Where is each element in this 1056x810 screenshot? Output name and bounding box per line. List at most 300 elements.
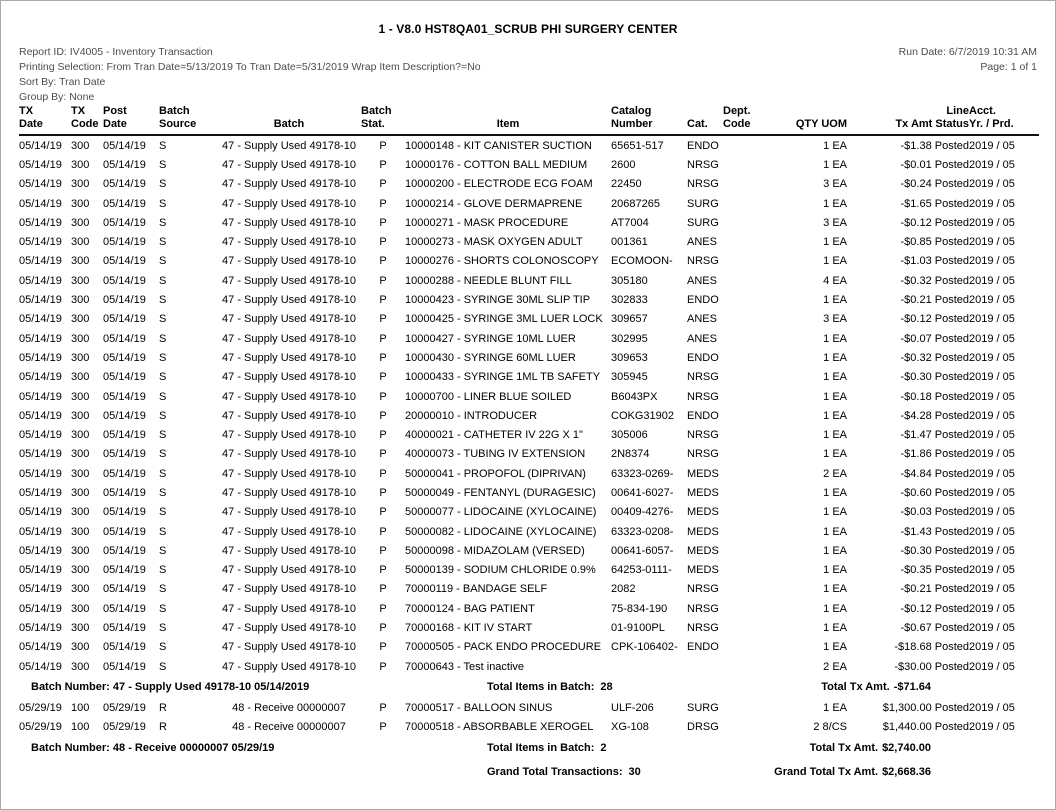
- cell-tx-code: 300: [71, 313, 90, 326]
- cell-dept-code: [723, 718, 761, 737]
- cell-batch-stat: P: [379, 274, 387, 287]
- cell-batch-stat: P: [379, 294, 387, 307]
- cell-batch-source: S: [159, 351, 167, 364]
- cell-item: 10000430 - SYRINGE 60ML LUER: [405, 351, 576, 364]
- cell-cat: ENDO: [687, 139, 719, 152]
- cell-cat: NRSG: [687, 158, 719, 171]
- cell-catalog-number: 2N8374: [611, 448, 650, 461]
- cell-cat: MEDS: [687, 506, 719, 519]
- cell-dept-code: [723, 561, 761, 580]
- cell-batch-source: S: [159, 313, 167, 326]
- cell-tx-code: 300: [71, 178, 90, 191]
- cell-catalog-number: COKG31902: [611, 409, 674, 422]
- cell-cat: ANES: [687, 313, 717, 326]
- table-row: [19, 464, 1039, 483]
- cell-batch-stat: P: [379, 351, 387, 364]
- page-title: 1 - V8.0 HST8QA01_SCRUB PHI SURGERY CENTER: [378, 22, 678, 36]
- cell-batch: 47 - Supply Used 49178-10: [222, 178, 356, 191]
- cell-batch-source: S: [159, 506, 167, 519]
- cell-tx-date: 05/14/19: [19, 544, 62, 557]
- cell-tx-date: 05/14/19: [19, 216, 62, 229]
- cell-acct-yr-prd: 2019 / 05: [969, 255, 1015, 268]
- cell-tx-code: 300: [71, 641, 90, 654]
- cell-post-date: 05/29/19: [103, 721, 146, 734]
- cell-cat: NRSG: [687, 429, 719, 442]
- cell-batch-source: S: [159, 602, 167, 615]
- cell-dept-code: [723, 329, 761, 348]
- cell-acct-yr-prd: 2019 / 05: [969, 216, 1015, 229]
- cell-tx-amt-status: -$18.68 Posted: [894, 641, 969, 654]
- cell-post-date: 05/14/19: [103, 506, 146, 519]
- cell-dept-code: [723, 618, 761, 637]
- page-number: Page: 1 of 1: [980, 61, 1037, 73]
- cell-batch: 48 - Receive 00000007: [232, 701, 346, 714]
- cell-acct-yr-prd: 2019 / 05: [969, 139, 1015, 152]
- cell-item: 40000021 - CATHETER IV 22G X 1": [405, 429, 583, 442]
- cell-batch-source: S: [159, 236, 167, 249]
- cell-tx-amt-status: -$0.24 Posted: [900, 178, 969, 191]
- cell-tx-amt-status: -$1.03 Posted: [900, 255, 969, 268]
- col-header-qty-uom: QTY UOM: [761, 105, 847, 135]
- cell-tx-date: 05/14/19: [19, 274, 62, 287]
- cell-qty-uom: 1 EA: [823, 351, 847, 364]
- table-row: [19, 310, 1039, 329]
- cell-cat: MEDS: [687, 486, 719, 499]
- cell-catalog-number: B6043PX: [611, 390, 658, 403]
- col-header-batch: Batch: [217, 105, 361, 135]
- cell-catalog-number: 64253-0111-: [611, 564, 672, 577]
- cell-catalog-number: AT7004: [611, 216, 649, 229]
- grand-total-row: [1, 759, 1055, 785]
- cell-item: 40000073 - TUBING IV EXTENSION: [405, 448, 586, 461]
- cell-acct-yr-prd: 2019 / 05: [969, 701, 1015, 714]
- cell-qty-uom: 3 EA: [823, 178, 847, 191]
- cell-batch-source: S: [159, 409, 167, 422]
- cell-batch-source: S: [159, 429, 167, 442]
- cell-qty-uom: 1 EA: [823, 583, 847, 596]
- cell-tx-amt-status: -$30.00 Posted: [894, 660, 969, 673]
- cell-tx-date: 05/14/19: [19, 332, 62, 345]
- cell-batch-stat: P: [379, 390, 387, 403]
- cell-batch-stat: P: [379, 236, 387, 249]
- cell-tx-amt-status: -$0.67 Posted: [900, 622, 969, 635]
- cell-acct-yr-prd: 2019 / 05: [969, 178, 1015, 191]
- cell-item: 10000700 - LINER BLUE SOILED: [405, 390, 572, 403]
- cell-catalog-number: 01-9100PL: [611, 622, 665, 635]
- cell-batch-stat: P: [379, 429, 387, 442]
- transactions-table-batch-48: [19, 698, 1039, 737]
- cell-batch: 47 - Supply Used 49178-10: [222, 467, 356, 480]
- cell-acct-yr-prd: 2019 / 05: [969, 564, 1015, 577]
- cell-cat: NRSG: [687, 583, 719, 596]
- cell-batch-stat: P: [379, 641, 387, 654]
- cell-dept-code: [723, 599, 761, 618]
- cell-post-date: 05/14/19: [103, 371, 146, 384]
- cell-tx-date: 05/14/19: [19, 429, 62, 442]
- table-row: [19, 599, 1039, 618]
- cell-qty-uom: 1 EA: [823, 525, 847, 538]
- cell-catalog-number: 302995: [611, 332, 648, 345]
- cell-batch: 47 - Supply Used 49178-10: [222, 351, 356, 364]
- table-row: [19, 503, 1039, 522]
- cell-batch-stat: P: [379, 602, 387, 615]
- total-items-in-batch: Total Items in Batch: 28: [487, 681, 613, 694]
- cell-qty-uom: 2 EA: [823, 467, 847, 480]
- cell-item: 70000124 - BAG PATIENT: [405, 602, 535, 615]
- table-row: [19, 483, 1039, 502]
- table-row: [19, 718, 1039, 737]
- cell-dept-code: [723, 698, 761, 717]
- cell-catalog-number: 63323-0269-: [611, 467, 674, 480]
- cell-batch-stat: P: [379, 506, 387, 519]
- cell-catalog-number: 001361: [611, 236, 648, 249]
- cell-qty-uom: 2 8/CS: [813, 721, 847, 734]
- cell-dept-code: [723, 522, 761, 541]
- report-meta-right: [898, 45, 1037, 73]
- cell-batch-source: S: [159, 274, 167, 287]
- table-row: [19, 252, 1039, 271]
- cell-batch: 47 - Supply Used 49178-10: [222, 506, 356, 519]
- cell-catalog-number: 302833: [611, 294, 648, 307]
- cell-item: 10000148 - KIT CANISTER SUCTION: [405, 139, 592, 152]
- cell-tx-amt-status: -$0.07 Posted: [900, 332, 969, 345]
- cell-batch-stat: P: [379, 371, 387, 384]
- cell-dept-code: [723, 213, 761, 232]
- table-row: [19, 541, 1039, 560]
- cell-batch: 47 - Supply Used 49178-10: [222, 660, 356, 673]
- cell-tx-code: 300: [71, 583, 90, 596]
- cell-qty-uom: 1 EA: [823, 139, 847, 152]
- cell-batch-stat: P: [379, 486, 387, 499]
- cell-batch-stat: P: [379, 178, 387, 191]
- cell-catalog-number: [611, 657, 687, 676]
- batch-48-summary: [1, 737, 1055, 759]
- cell-batch-source: S: [159, 371, 167, 384]
- cell-tx-amt-status: -$0.12 Posted: [900, 313, 969, 326]
- cell-catalog-number: 2600: [611, 158, 636, 171]
- cell-cat: ENDO: [687, 409, 719, 422]
- cell-tx-code: 300: [71, 429, 90, 442]
- cell-item: 50000082 - LIDOCAINE (XYLOCAINE): [405, 525, 597, 538]
- cell-batch: 47 - Supply Used 49178-10: [222, 274, 356, 287]
- cell-acct-yr-prd: 2019 / 05: [969, 236, 1015, 249]
- cell-post-date: 05/14/19: [103, 236, 146, 249]
- cell-batch: 47 - Supply Used 49178-10: [222, 313, 356, 326]
- cell-post-date: 05/14/19: [103, 525, 146, 538]
- table-row: [19, 406, 1039, 425]
- cell-dept-code: [723, 368, 761, 387]
- cell-batch-stat: P: [379, 701, 387, 714]
- cell-tx-code: 300: [71, 158, 90, 171]
- cell-cat: SURG: [687, 216, 719, 229]
- cell-batch-source: S: [159, 294, 167, 307]
- cell-acct-yr-prd: 2019 / 05: [969, 351, 1015, 364]
- cell-qty-uom: 1 EA: [823, 429, 847, 442]
- cell-cat: NRSG: [687, 390, 719, 403]
- cell-batch: 48 - Receive 00000007: [232, 721, 346, 734]
- col-header-batch-source: Batch Source: [159, 105, 217, 135]
- cell-post-date: 05/14/19: [103, 544, 146, 557]
- cell-qty-uom: 1 EA: [823, 371, 847, 384]
- cell-tx-amt-status: -$0.30 Posted: [900, 371, 969, 384]
- cell-dept-code: [723, 483, 761, 502]
- cell-item: 10000427 - SYRINGE 10ML LUER: [405, 332, 576, 345]
- cell-dept-code: [723, 232, 761, 251]
- cell-cat: NRSG: [687, 371, 719, 384]
- cell-catalog-number: 309657: [611, 313, 648, 326]
- cell-qty-uom: 1 EA: [823, 409, 847, 422]
- cell-batch-source: S: [159, 564, 167, 577]
- cell-post-date: 05/14/19: [103, 216, 146, 229]
- cell-acct-yr-prd: 2019 / 05: [969, 390, 1015, 403]
- cell-batch: 47 - Supply Used 49178-10: [222, 641, 356, 654]
- cell-cat: MEDS: [687, 467, 719, 480]
- cell-tx-amt-status: -$4.28 Posted: [900, 409, 969, 422]
- cell-tx-date: 05/14/19: [19, 197, 62, 210]
- cell-post-date: 05/14/19: [103, 294, 146, 307]
- cell-tx-date: 05/29/19: [19, 701, 62, 714]
- group-by: Group By: None: [19, 91, 95, 103]
- cell-post-date: 05/14/19: [103, 486, 146, 499]
- table-row: [19, 348, 1039, 367]
- table-row: [19, 135, 1039, 155]
- cell-batch-source: S: [159, 139, 167, 152]
- cell-post-date: 05/14/19: [103, 448, 146, 461]
- col-header-catalog-number: Catalog Number: [611, 105, 687, 135]
- cell-tx-code: 300: [71, 197, 90, 210]
- cell-tx-date: 05/14/19: [19, 158, 62, 171]
- table-row: [19, 368, 1039, 387]
- cell-dept-code: [723, 194, 761, 213]
- cell-qty-uom: 1 EA: [823, 332, 847, 345]
- report-meta-left: [19, 45, 481, 103]
- cell-batch-stat: P: [379, 583, 387, 596]
- cell-qty-uom: 1 EA: [823, 294, 847, 307]
- cell-batch-source: S: [159, 583, 167, 596]
- cell-tx-date: 05/14/19: [19, 622, 62, 635]
- cell-batch-stat: P: [379, 660, 387, 673]
- cell-qty-uom: 1 EA: [823, 544, 847, 557]
- cell-item: 50000077 - LIDOCAINE (XYLOCAINE): [405, 506, 597, 519]
- grand-total-transactions: Grand Total Transactions: 30: [487, 765, 641, 778]
- cell-post-date: 05/14/19: [103, 583, 146, 596]
- cell-batch: 47 - Supply Used 49178-10: [222, 255, 356, 268]
- cell-batch-source: S: [159, 216, 167, 229]
- cell-batch: 47 - Supply Used 49178-10: [222, 564, 356, 577]
- cell-batch-source: R: [159, 721, 167, 734]
- cell-cat: ANES: [687, 332, 717, 345]
- cell-acct-yr-prd: 2019 / 05: [969, 486, 1015, 499]
- table-row: [19, 618, 1039, 637]
- cell-tx-amt-status: -$0.01 Posted: [900, 158, 969, 171]
- cell-qty-uom: 1 EA: [823, 448, 847, 461]
- cell-acct-yr-prd: 2019 / 05: [969, 371, 1015, 384]
- cell-dept-code: [723, 135, 761, 155]
- cell-batch-stat: P: [379, 525, 387, 538]
- table-row: [19, 638, 1039, 657]
- table-row: [19, 698, 1039, 717]
- cell-item: 70000517 - BALLOON SINUS: [405, 701, 553, 714]
- cell-qty-uom: 3 EA: [823, 313, 847, 326]
- cell-tx-date: 05/14/19: [19, 371, 62, 384]
- cell-dept-code: [723, 310, 761, 329]
- cell-post-date: 05/14/19: [103, 390, 146, 403]
- cell-acct-yr-prd: 2019 / 05: [969, 197, 1015, 210]
- cell-acct-yr-prd: 2019 / 05: [969, 429, 1015, 442]
- cell-qty-uom: 1 EA: [823, 255, 847, 268]
- cell-dept-code: [723, 638, 761, 657]
- cell-catalog-number: 305945: [611, 371, 648, 384]
- cell-batch: 47 - Supply Used 49178-10: [222, 139, 356, 152]
- cell-catalog-number: 00409-4276-: [611, 506, 674, 519]
- cell-batch-source: S: [159, 525, 167, 538]
- cell-dept-code: [723, 406, 761, 425]
- cell-tx-code: 300: [71, 660, 90, 673]
- cell-cat: ENDO: [687, 641, 719, 654]
- cell-dept-code: [723, 445, 761, 464]
- cell-acct-yr-prd: 2019 / 05: [969, 313, 1015, 326]
- cell-acct-yr-prd: 2019 / 05: [969, 409, 1015, 422]
- cell-cat: NRSG: [687, 448, 719, 461]
- cell-qty-uom: 1 EA: [823, 158, 847, 171]
- cell-tx-code: 100: [71, 721, 90, 734]
- table-row: [19, 232, 1039, 251]
- cell-tx-code: 300: [71, 448, 90, 461]
- cell-qty-uom: 1 EA: [823, 486, 847, 499]
- cell-dept-code: [723, 541, 761, 560]
- cell-tx-amt-status: -$0.60 Posted: [900, 486, 969, 499]
- cell-tx-code: 300: [71, 622, 90, 635]
- cell-batch-source: S: [159, 390, 167, 403]
- cell-item: 10000288 - NEEDLE BLUNT FILL: [405, 274, 572, 287]
- cell-tx-code: 300: [71, 371, 90, 384]
- batch-48-rows: [19, 698, 1039, 737]
- cell-tx-amt-status: -$1.38 Posted: [900, 139, 969, 152]
- cell-batch-stat: P: [379, 467, 387, 480]
- report-meta: [1, 45, 1055, 105]
- cell-batch-stat: P: [379, 544, 387, 557]
- cell-catalog-number: XG-108: [611, 721, 649, 734]
- col-header-dept-code: Dept. Code: [723, 105, 761, 135]
- cell-tx-date: 05/14/19: [19, 390, 62, 403]
- cell-batch-stat: P: [379, 158, 387, 171]
- cell-tx-amt-status: -$0.12 Posted: [900, 602, 969, 615]
- cell-tx-amt-status: -$1.86 Posted: [900, 448, 969, 461]
- cell-batch-source: R: [159, 701, 167, 714]
- cell-post-date: 05/14/19: [103, 255, 146, 268]
- cell-post-date: 05/14/19: [103, 274, 146, 287]
- cell-tx-date: 05/29/19: [19, 721, 62, 734]
- cell-tx-amt-status: -$0.85 Posted: [900, 236, 969, 249]
- cell-batch-stat: P: [379, 332, 387, 345]
- cell-tx-code: 300: [71, 236, 90, 249]
- cell-tx-amt-status: -$4.84 Posted: [900, 467, 969, 480]
- cell-acct-yr-prd: 2019 / 05: [969, 332, 1015, 345]
- cell-tx-amt-status: -$0.21 Posted: [900, 583, 969, 596]
- cell-acct-yr-prd: 2019 / 05: [969, 544, 1015, 557]
- cell-qty-uom: 1 EA: [823, 197, 847, 210]
- cell-cat: NRSG: [687, 622, 719, 635]
- cell-post-date: 05/14/19: [103, 641, 146, 654]
- cell-qty-uom: 1 EA: [823, 701, 847, 714]
- cell-batch: 47 - Supply Used 49178-10: [222, 429, 356, 442]
- cell-dept-code: [723, 464, 761, 483]
- cell-catalog-number: 22450: [611, 178, 642, 191]
- cell-batch: 47 - Supply Used 49178-10: [222, 544, 356, 557]
- cell-batch-stat: P: [379, 448, 387, 461]
- col-header-tx-amt-status: Line Tx Amt Status: [847, 105, 969, 135]
- transactions-table: [19, 105, 1039, 676]
- cell-cat: SURG: [687, 701, 719, 714]
- col-header-tx-code: TX Code: [71, 105, 103, 135]
- cell-cat: NRSG: [687, 602, 719, 615]
- cell-batch-stat: P: [379, 721, 387, 734]
- cell-batch-source: S: [159, 544, 167, 557]
- run-date: Run Date: 6/7/2019 10:31 AM: [898, 46, 1037, 58]
- cell-dept-code: [723, 175, 761, 194]
- col-header-item: Item: [405, 105, 611, 135]
- cell-qty-uom: 1 EA: [823, 602, 847, 615]
- cell-tx-code: 300: [71, 216, 90, 229]
- cell-catalog-number: 00641-6027-: [611, 486, 674, 499]
- cell-post-date: 05/14/19: [103, 429, 146, 442]
- table-row: [19, 657, 1039, 676]
- cell-dept-code: [723, 290, 761, 309]
- cell-acct-yr-prd: 2019 / 05: [969, 525, 1015, 538]
- cell-acct-yr-prd: 2019 / 05: [969, 721, 1015, 734]
- cell-tx-amt-status: -$0.21 Posted: [900, 294, 969, 307]
- cell-tx-date: 05/14/19: [19, 486, 62, 499]
- total-tx-amt: Total Tx Amt. $2,740.00: [809, 741, 931, 754]
- cell-batch-stat: P: [379, 409, 387, 422]
- cell-qty-uom: 3 EA: [823, 216, 847, 229]
- cell-dept-code: [723, 271, 761, 290]
- cell-item: 10000423 - SYRINGE 30ML SLIP TIP: [405, 294, 591, 307]
- sort-by: Sort By: Tran Date: [19, 76, 106, 88]
- cell-batch: 47 - Supply Used 49178-10: [222, 622, 356, 635]
- col-header-acct-yr-prd: Acct. Yr. / Prd.: [969, 105, 1039, 135]
- cell-qty-uom: 1 EA: [823, 564, 847, 577]
- cell-tx-date: 05/14/19: [19, 236, 62, 249]
- cell-tx-code: 300: [71, 602, 90, 615]
- cell-dept-code: [723, 387, 761, 406]
- cell-tx-amt-status: -$1.65 Posted: [900, 197, 969, 210]
- table-row: [19, 387, 1039, 406]
- cell-tx-date: 05/14/19: [19, 583, 62, 596]
- cell-batch-source: S: [159, 660, 167, 673]
- cell-item: 50000098 - MIDAZOLAM (VERSED): [405, 544, 585, 557]
- cell-post-date: 05/29/19: [103, 701, 146, 714]
- cell-tx-date: 05/14/19: [19, 313, 62, 326]
- cell-batch-source: S: [159, 467, 167, 480]
- cell-batch-source: S: [159, 255, 167, 268]
- cell-post-date: 05/14/19: [103, 467, 146, 480]
- cell-qty-uom: 1 EA: [823, 236, 847, 249]
- cell-tx-amt-status: -$0.32 Posted: [900, 351, 969, 364]
- cell-tx-code: 300: [71, 139, 90, 152]
- cell-post-date: 05/14/19: [103, 660, 146, 673]
- cell-tx-code: 300: [71, 467, 90, 480]
- cell-tx-date: 05/14/19: [19, 139, 62, 152]
- table-row: [19, 445, 1039, 464]
- cell-post-date: 05/14/19: [103, 564, 146, 577]
- batch-47-summary: [1, 676, 1055, 698]
- cell-batch-stat: P: [379, 197, 387, 210]
- col-header-batch-stat: Batch Stat.: [361, 105, 405, 135]
- cell-batch: 47 - Supply Used 49178-10: [222, 525, 356, 538]
- cell-dept-code: [723, 425, 761, 444]
- cell-acct-yr-prd: 2019 / 05: [969, 158, 1015, 171]
